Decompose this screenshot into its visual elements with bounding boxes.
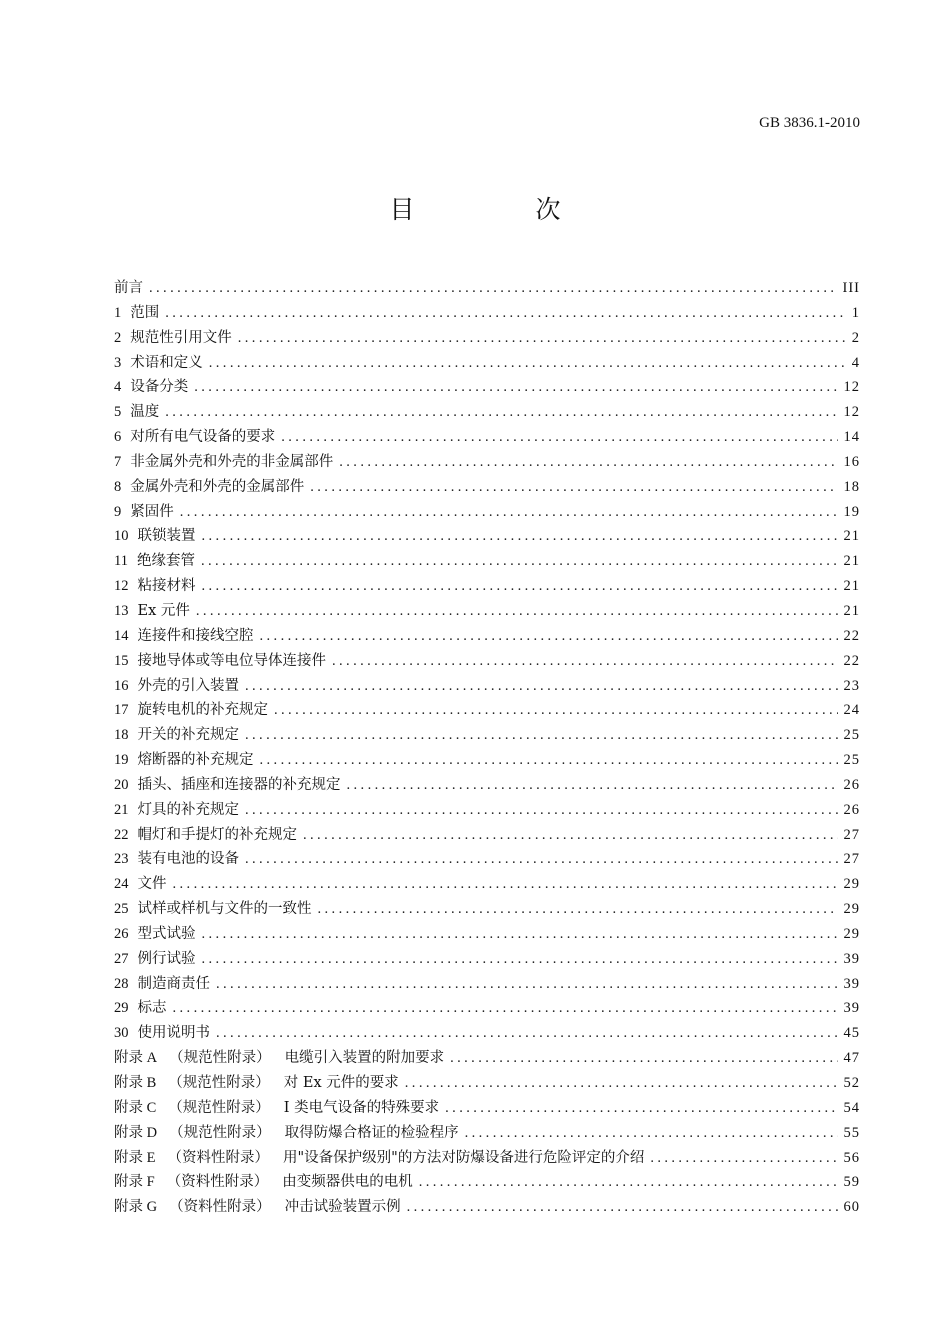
toc-entry-title: Ex 元件 [137, 602, 190, 619]
toc-leader-dots [216, 1021, 838, 1046]
toc-entry-title: 电缆引入装置的附加要求 [284, 1050, 445, 1067]
toc-entry-title: 外壳的引入装置 [137, 677, 239, 694]
toc-entry-title: 对 Ex 元件的要求 [283, 1075, 399, 1091]
standard-code: GB 3836.1-2010 [759, 115, 860, 131]
toc-leader-dots [407, 1195, 838, 1220]
toc-entry[interactable] [114, 425, 860, 450]
toc-leader-dots [650, 1146, 837, 1171]
toc-entry-number: 5 [114, 404, 122, 421]
toc-entry[interactable] [114, 574, 860, 599]
toc-entry[interactable] [114, 798, 860, 823]
toc-leader-dots [165, 301, 846, 326]
toc-leader-dots [245, 847, 838, 872]
toc-entry-number: 29 [114, 1000, 129, 1017]
toc-entry-title: 连接件和接线空腔 [137, 627, 254, 644]
toc-entry-number: 3 [114, 354, 122, 371]
toc-page-number: 60 [843, 1199, 860, 1216]
toc-page-number: 18 [843, 478, 860, 495]
toc-page-number: 22 [843, 652, 860, 669]
toc-entry-number: 14 [114, 627, 129, 644]
toc-entry-number: 2 [114, 329, 122, 346]
toc-leader-dots [450, 1046, 837, 1071]
toc-entry-title: 绝缘套管 [136, 553, 195, 570]
toc-entry-number: 13 [114, 602, 129, 619]
toc-entry-title: 粘接材料 [137, 578, 196, 595]
toc-entry[interactable] [114, 549, 860, 574]
toc-entry-title: 金属外壳和外壳的金属部件 [130, 478, 305, 495]
toc-leader-dots [260, 748, 838, 773]
toc-page-number: 25 [843, 727, 860, 744]
toc-entry-number: 附录 B [114, 1075, 157, 1091]
toc-entry-title: 例行试验 [137, 950, 196, 967]
toc-entry[interactable] [114, 773, 860, 798]
toc-entry[interactable] [114, 624, 860, 649]
toc-entry-number: 附录 F [114, 1174, 155, 1191]
toc-entry-title: 插头、插座和连接器的补充规定 [137, 776, 341, 793]
toc-entry-title: 对所有电气设备的要求 [130, 429, 276, 446]
toc-page-number: 21 [843, 602, 860, 619]
toc-entry[interactable] [114, 450, 860, 475]
toc-annex-type: （规范性附录） [169, 1050, 271, 1067]
toc-page-number: 55 [843, 1124, 860, 1141]
toc-page-number: 2 [851, 329, 860, 346]
toc-entry-number: 24 [114, 876, 129, 893]
toc-entry-title: 帽灯和手提灯的补充规定 [137, 826, 297, 843]
toc-leader-dots [149, 276, 837, 301]
toc-page-number: 21 [843, 578, 860, 595]
toc-entry[interactable] [114, 326, 860, 351]
toc-entry-number: 附录 C [114, 1099, 157, 1116]
toc-leader-dots [310, 475, 837, 500]
toc-entry-number: 4 [114, 379, 122, 396]
toc-page-number: 59 [843, 1174, 860, 1191]
toc-entry-number: 附录 G [114, 1199, 158, 1216]
toc-entry[interactable] [114, 823, 860, 848]
toc-page-number: 12 [843, 379, 860, 396]
toc-entry[interactable] [114, 698, 860, 723]
toc-leader-dots [165, 400, 837, 425]
toc-page-number: 29 [843, 876, 860, 893]
toc-entry[interactable] [114, 996, 860, 1021]
toc-leader-dots [201, 549, 838, 574]
toc-entry-number: 7 [114, 453, 122, 470]
toc-entry-title: 熔断器的补充规定 [137, 752, 254, 769]
toc-leader-dots [260, 624, 838, 649]
toc-page-number: 56 [843, 1149, 860, 1166]
toc-leader-dots [445, 1096, 837, 1121]
toc-entry-number: 22 [114, 826, 129, 843]
toc-entry[interactable] [114, 276, 860, 301]
toc-leader-dots [194, 375, 837, 400]
toc-entry-number: 8 [114, 478, 122, 495]
toc-entry-title: 联锁装置 [137, 528, 196, 545]
toc-page-number: 25 [843, 752, 860, 769]
toc-entry-title: 用"设备保护级别"的方法对防爆设备进行危险评定的介绍 [282, 1149, 645, 1166]
toc-leader-dots [202, 947, 838, 972]
toc-entry-number: 26 [114, 925, 129, 942]
toc-leader-dots [274, 698, 838, 723]
toc-entry-title: 非金属外壳和外壳的非金属部件 [130, 453, 334, 470]
toc-entry-number: 16 [114, 677, 129, 694]
toc-entry-number: 12 [114, 578, 129, 595]
toc-entry[interactable] [114, 375, 860, 400]
toc-leader-dots [180, 500, 838, 525]
toc-leader-dots [202, 574, 838, 599]
toc-page-number: 19 [843, 503, 860, 520]
toc-page-number: 39 [843, 975, 860, 992]
toc-entry-title: 灯具的补充规定 [137, 801, 239, 818]
toc-page-number: 16 [843, 453, 860, 470]
toc-entry[interactable] [114, 1021, 860, 1046]
toc-page-number: 29 [843, 901, 860, 918]
toc-leader-dots [245, 674, 838, 699]
toc-page-number: 14 [843, 429, 860, 446]
toc-entry-number: 11 [114, 553, 128, 570]
toc-entry-title: 开关的补充规定 [137, 727, 239, 744]
toc-entry-number: 18 [114, 727, 129, 744]
toc-leader-dots [339, 450, 837, 475]
toc-leader-dots [173, 872, 838, 897]
toc-entry[interactable] [114, 972, 860, 997]
page-title: 目 次 [389, 195, 609, 224]
toc-entry-title: 紧固件 [130, 503, 174, 520]
toc-page-number: 27 [843, 826, 860, 843]
toc-entry-number: 19 [114, 752, 129, 769]
toc-entry-title: 旋转电机的补充规定 [137, 702, 268, 719]
toc-entry-title: I 类电气设备的特殊要求 [283, 1099, 440, 1116]
toc-leader-dots [347, 773, 838, 798]
toc-page-number: 1 [851, 304, 860, 321]
toc-page-number: 26 [843, 801, 860, 818]
toc-leader-dots [405, 1071, 838, 1096]
toc-entry-title: 制造商责任 [137, 975, 210, 992]
toc-entry[interactable] [114, 400, 860, 425]
toc-page-number: 22 [843, 627, 860, 644]
toc-entry-number: 30 [114, 1025, 129, 1042]
toc-annex-type: （资料性附录） [169, 1199, 271, 1216]
toc-page-number: 21 [843, 553, 860, 570]
toc-entry-number: 附录 A [114, 1050, 158, 1067]
toc-entry-number: 17 [114, 702, 129, 719]
toc-entry-title: 温度 [130, 404, 160, 421]
toc-page-number: 27 [843, 851, 860, 868]
toc-leader-dots [202, 524, 838, 549]
toc-leader-dots [196, 599, 838, 624]
toc-annex-entry[interactable] [114, 1170, 860, 1195]
toc-page-number: 24 [843, 702, 860, 719]
toc-entry-number: 15 [114, 652, 129, 669]
toc-annex-entry[interactable] [114, 1071, 860, 1096]
toc-annex-entry[interactable] [114, 1096, 860, 1121]
toc-entry[interactable] [114, 524, 860, 549]
toc-entry-title: 设备分类 [130, 379, 189, 396]
toc-entry-title: 由变频器供电的电机 [282, 1174, 413, 1191]
toc-annex-entry[interactable] [114, 1121, 860, 1146]
toc-entry[interactable] [114, 500, 860, 525]
toc-leader-dots [202, 922, 838, 947]
toc-entry[interactable] [114, 649, 860, 674]
toc-entry[interactable] [114, 723, 860, 748]
toc-entry-title: 取得防爆合格证的检验程序 [284, 1124, 459, 1141]
toc-page-number: 21 [843, 528, 860, 545]
toc-leader-dots [419, 1170, 838, 1195]
toc-entry[interactable] [114, 351, 860, 376]
toc-entry[interactable] [114, 301, 860, 326]
toc-annex-type: （资料性附录） [167, 1149, 269, 1166]
toc-page-number: III [842, 280, 860, 296]
toc-entry-title: 接地导体或等电位导体连接件 [137, 652, 326, 669]
toc-entry-number: 20 [114, 776, 129, 793]
toc-entry-number: 附录 E [114, 1149, 156, 1166]
toc-entry-number: 25 [114, 901, 129, 918]
toc-leader-dots [245, 723, 838, 748]
toc-entry-number: 23 [114, 851, 129, 868]
toc-leader-dots [332, 649, 838, 674]
toc-entry-number: 28 [114, 975, 129, 992]
toc-entry-title: 规范性引用文件 [130, 329, 232, 346]
toc-entry-title: 范围 [130, 304, 160, 321]
toc-entry-number: 附录 D [114, 1124, 158, 1141]
toc-leader-dots [245, 798, 838, 823]
toc-entry[interactable] [114, 674, 860, 699]
toc-entry-title: 试样或样机与文件的一致性 [137, 901, 312, 918]
toc-entry-title: 冲击试验装置示例 [284, 1199, 401, 1216]
toc-entry[interactable] [114, 475, 860, 500]
toc-entry-number: 21 [114, 801, 129, 818]
toc-annex-type: （规范性附录） [168, 1099, 270, 1116]
toc-entry-number: 6 [114, 429, 122, 446]
toc-entry-number: 9 [114, 503, 122, 520]
toc-annex-type: （规范性附录） [169, 1124, 271, 1141]
toc-page-number: 39 [843, 1000, 860, 1017]
toc-entry[interactable] [114, 897, 860, 922]
toc-entry-number: 10 [114, 528, 129, 545]
toc-entry-title: 使用说明书 [137, 1025, 210, 1042]
toc-page-number: 29 [843, 925, 860, 942]
toc-annex-type: （规范性附录） [168, 1075, 270, 1091]
toc-entry-number: 27 [114, 950, 129, 967]
toc-page-number: 23 [843, 677, 860, 694]
toc-page-number: 54 [843, 1099, 860, 1116]
toc-leader-dots [238, 326, 846, 351]
toc-leader-dots [303, 823, 838, 848]
toc-page-number: 45 [843, 1025, 860, 1042]
toc-entry-title: 术语和定义 [130, 354, 203, 371]
toc-page-number: 12 [843, 404, 860, 421]
toc-entry-number: 1 [114, 304, 122, 321]
toc-page-number: 26 [843, 776, 860, 793]
toc-leader-dots [173, 996, 838, 1021]
toc-annex-entry[interactable] [114, 1195, 860, 1220]
toc-page-number: 39 [843, 950, 860, 967]
toc-entry-title: 型式试验 [137, 925, 196, 942]
toc-entry[interactable] [114, 748, 860, 773]
table-of-contents [114, 276, 860, 1220]
toc-leader-dots [318, 897, 838, 922]
toc-page-number: 4 [851, 354, 860, 371]
toc-entry-title: 标志 [137, 1000, 167, 1017]
toc-annex-entry[interactable] [114, 1146, 860, 1171]
toc-leader-dots [209, 351, 846, 376]
toc-entry[interactable] [114, 872, 860, 897]
toc-entry[interactable] [114, 947, 860, 972]
toc-leader-dots [465, 1121, 838, 1146]
toc-entry[interactable] [114, 847, 860, 872]
toc-annex-type: （资料性附录） [166, 1174, 269, 1191]
toc-leader-dots [216, 972, 838, 997]
toc-entry-title: 装有电池的设备 [137, 851, 239, 868]
toc-entry[interactable] [114, 599, 860, 624]
toc-leader-dots [281, 425, 837, 450]
toc-entry[interactable] [114, 922, 860, 947]
toc-page-number: 52 [843, 1075, 860, 1091]
toc-page-number: 47 [843, 1050, 860, 1067]
toc-annex-entry[interactable] [114, 1046, 860, 1071]
toc-entry-title: 前言 [114, 280, 143, 296]
toc-entry-title: 文件 [137, 876, 167, 893]
